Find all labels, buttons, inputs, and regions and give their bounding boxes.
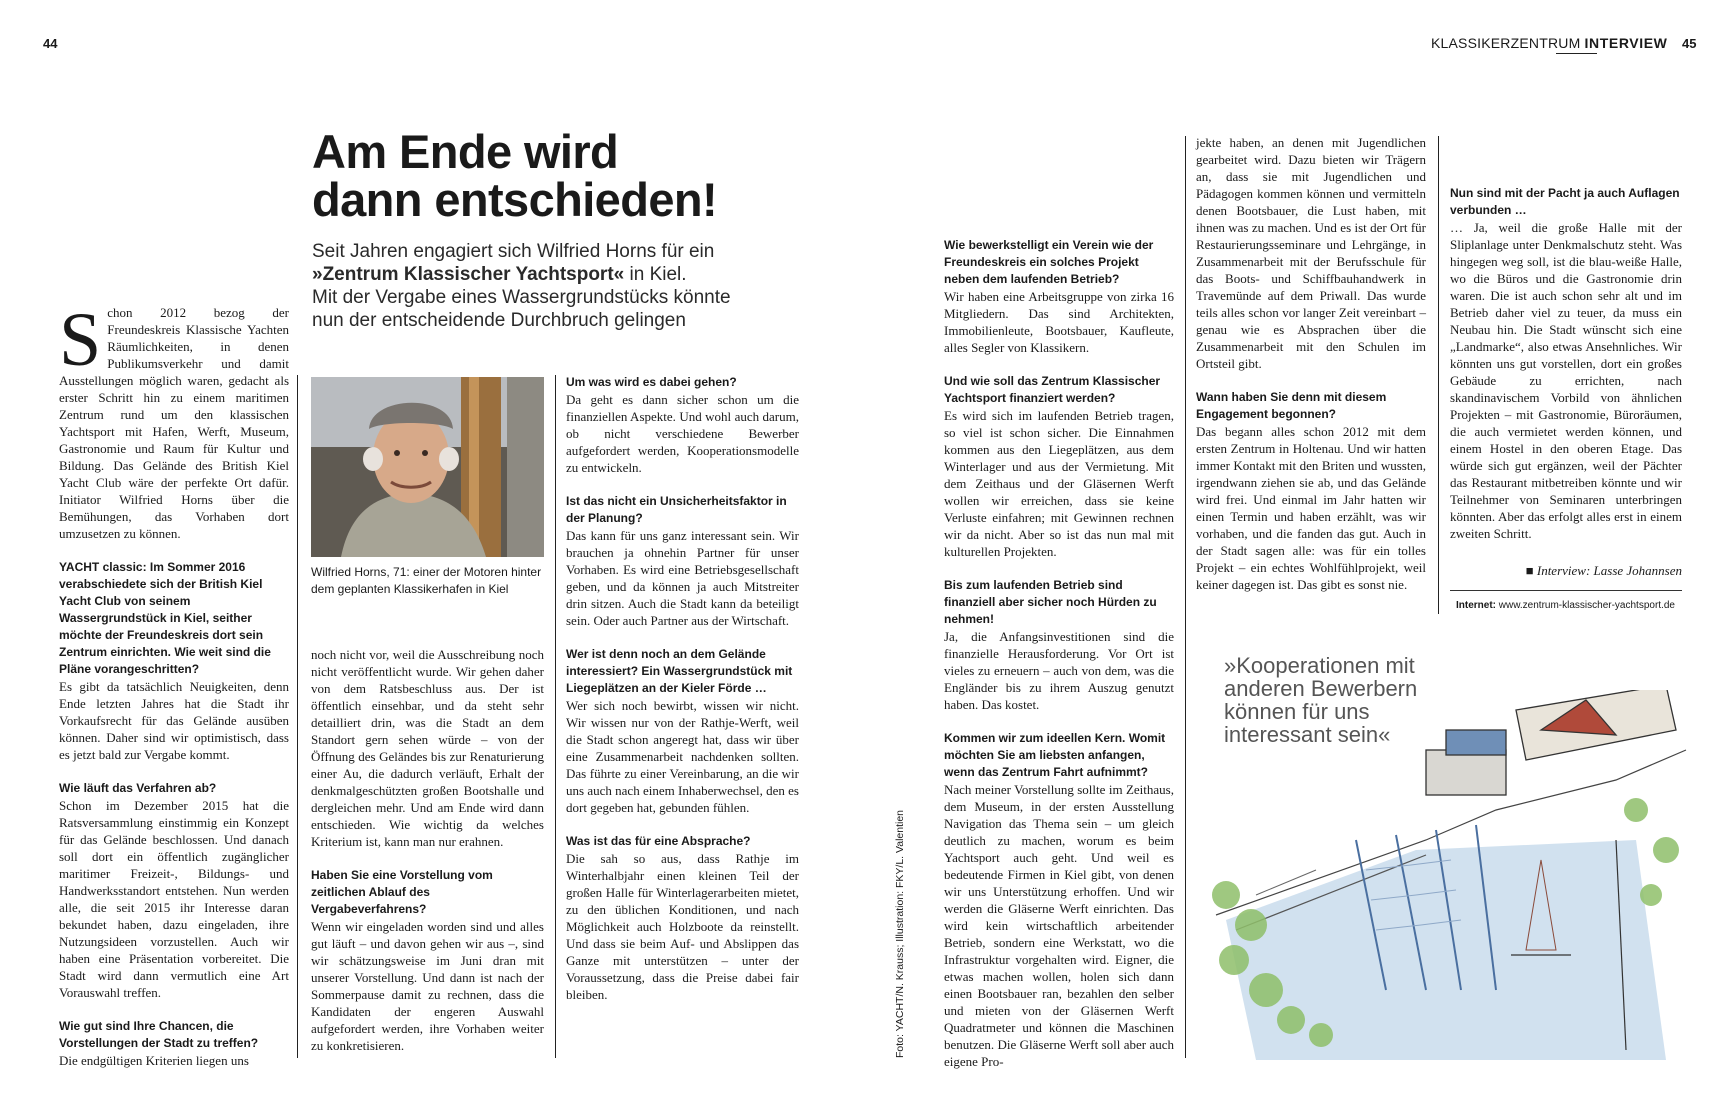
page-number-left: 44 <box>43 36 58 51</box>
answer: Wir haben eine Arbeitsgruppe von zirka 16 Mitgliedern. Das sind Architekten, Immobilienleute, Bootsbauer, Kaufleute, alles Segler von Klassikern. <box>944 289 1174 355</box>
author-line <box>1450 563 1682 579</box>
answer: Es gibt da tatsächlich Neuigkeiten, denn Ende letzten Jahres hat die Stadt ihr Vorkaufsrecht für das Gelände ausüben können. Daher sind wir optimistisch, dass es jetzt bald zur Vergabe kommt. <box>59 679 289 762</box>
site-plan-sketch <box>1196 690 1696 1060</box>
pull-quote-line: »Kooperationen mit <box>1224 653 1415 678</box>
author-name: Interview: Lasse Johannsen <box>1536 563 1682 578</box>
answer: noch nicht vor, weil die Ausschreibung noch nicht veröffentlicht wurde. Wir gehen daher von dem Ratsbeschluss aus. Der ist öffentlich einsehbar, und da steht sehr detailliert drin, was die Stadt an dem Standort gern sehen würde – von der Öffnung des Geländes bis zur Renaturierung einer Au, die dadurch verläuft, Erhalt der denkmalgeschützten großen Bootshalle und dergleichen mehr. Und am Ende wird dann entschieden. Wie wichtig da welches Kriterium ist, kann man nur erahnen. <box>311 647 544 849</box>
deck-location: in Kiel. <box>624 264 687 285</box>
author-rule <box>1450 590 1682 591</box>
deck <box>312 240 832 332</box>
question: Was ist das für eine Absprache? <box>566 834 751 848</box>
column-2 <box>311 646 544 1054</box>
question: Um was wird es dabei gehen? <box>566 375 737 389</box>
intro-text: chon 2012 bezog der Freundeskreis Klassische Yachten Räumlichkeiten, in denen Publikumsverkehr und damit Ausstellungen möglich waren, gedacht als erster Schritt hin zu einem maritimen Zentrum rund um den klassischen Yachtsport mit Hafen, Werft, Museum, Gastronomie und Raum für Kultur und Bildung. Das Gelände des British Kiel Yacht Club wäre der perfekte Ort dafür. Initiator Wilfried Horns über die Bemühungen, das Vorhaben dort umzusetzen zu können. <box>59 305 289 541</box>
question: Wie läuft das Verfahren ab? <box>59 781 217 795</box>
answer: … Ja, weil die große Halle mit der Sliplanlage unter Denkmalschutz steht. Was hingegen weg soll, ist die blau-weiße Halle, wo die Büros und die Gastronomie drin waren. Die ist auch schon sehr alt und im Betrieb daher viel zu teuer, da muss ein Neubau hin. Die Stadt wünscht sich eine „Landmarke“, also etwas Ansehnliches. Wir könnten uns gut vorstellen, dort ein großes Gebäude zu errichten, nach skandinavischem Vorbild von ähnlichen Projekten – mit Gastronomie, Büroräumen, die auch vermietet werden können, und einem Hostel in den oberen Etage. Das würde sich gut ergänzen, weil der Pächter das Restaurant mitbetreiben könnte und wir Teilnehmer von Seminaren unterbringen könnten. Aber das erfolgt alles erst in einem zweiten Schritt. <box>1450 220 1682 541</box>
deck-line-4: nun der entscheidende Durchbruch gelingen <box>312 310 686 331</box>
answer: jekte haben, an denen mit Jugendlichen gearbeitet wird. Dazu bieten wir Trägern an, dass sie mit Jugendlichen und Pädagogen kommen können und vermitteln denen Bootsbauer, die Lust haben, mit ihnen was zu machen. Und es ist der Ort für Restaurierungsseminare und Lehrgänge, in Zusammenarbeit mit der Berufsschule für das Boots- und Schiffbauhandwerk in Travemünde auf dem Priwall. Das wurde teils alles schon vor langer Zeit vereinbart – genau wie es Absprachen über die Zusammenarbeit mit den Schulen im Ortsteil gibt. <box>1196 135 1426 371</box>
running-header <box>1431 35 1667 51</box>
answer: Das begann alles schon 2012 mit dem ersten Zentrum in Holtenau. Und wir hatten immer Kontakt mit den Briten und wussten, irgendwann ziehen sie ab, und das Gelände wird frei. Und einmal im Jahr hatten wir einen Termin und haben erzählt, was wir vorhaben, und die fanden das gut. Auch in der Stadt sagen alle: was für ein tolles Projekt – ein echtes Wohlfühlprojekt, weil keiner dagegen ist. Das gibt es sonst nie. <box>1196 424 1426 592</box>
photo-credit: Foto: YACHT/N. Krauss; Illustration: FKY/L. Valentien <box>894 809 906 1058</box>
answer: Das kann für uns ganz interessant sein. Wir brauchen ja ohnehin Partner für unser Vorhaben. Es wird eine Betriebsgesellschaft geben, und da können ja auch Mitstreiter drin sitzen. Auch die Stadt kann da beteiligt sein. Oder auch Partner aus der Wirtschaft. <box>566 528 799 628</box>
question: Bis zum laufenden Betrieb sind finanziell aber sicher noch Hürden zu nehmen! <box>944 578 1157 626</box>
sketch-drawing <box>1196 690 1696 1060</box>
answer: Wenn wir eingeladen worden sind und alles gut läuft – und davon gehen wir aus –, sind wir schätzungsweise im Juni dran mit unserer Vorstellung. Und dann ist nach der Sommerpause damit zu rechnen, dass die Kandidaten der engeren Auswahl aufgefordert werden, ihre Vorhaben weiter zu konkretisieren. <box>311 919 544 1053</box>
web-link[interactable]: www.zentrum-klassischer-yachtsport.de <box>1498 600 1675 611</box>
answer: Da geht es dann sicher schon um die finanziellen Aspekte. Und wohl auch darum, ob nicht verschiedene Bewerber aufgefordert werden, Kooperationsmodelle zu entwickeln. <box>566 392 799 475</box>
headline-line-2: dann entschieden! <box>312 173 718 226</box>
portrait-photo <box>311 377 544 557</box>
pull-quote-line: können für uns <box>1224 699 1370 724</box>
column-rule <box>297 375 298 1058</box>
deck-line-3: Mit der Vergabe eines Wassergrundstücks könnte <box>312 287 731 308</box>
answer: Schon im Dezember 2015 hat die Ratsversammlung einstimmig ein Konzept für das Gelände beschlossen. Und danach soll dort ein öffentlich zugänglicher maritimer Freizeit-, Bildungs- und Handwerksstandort entstehen. Nun werden alle, die seit 2015 ihr Interesse daran bekundet haben, dazu eingeladen, ihre Nutzungsideen vorzustellen. Auch wir haben eine Präsentation vorbereitet. Die Stadt wird dann vermutlich eine Art Vorauswahl treffen. <box>59 798 289 1000</box>
answer: Wer sich noch bewirbt, wissen wir nicht. Wir wissen nur von der Rathje-Werft, weil die Stadt schon angeregt hat, dass wir über eine Zusammenarbeit nachdenken sollten. Das führte zu einer Vereinbarung, an die wir uns auch nach einem Inhaberwechsel, den es dort gegeben hat, gebunden fühlen. <box>566 698 799 815</box>
deck-emphasis: »Zentrum Klassischer Yachtsport« <box>312 264 625 285</box>
column-6 <box>1450 185 1682 542</box>
column-rule <box>1438 136 1439 614</box>
question: Wer ist denn noch an dem Gelände interessiert? Ein Wassergrundstück mit Liegeplätzen an der Kieler Förde … <box>566 647 793 695</box>
column-5 <box>1196 134 1426 593</box>
column-rule <box>1185 136 1186 1058</box>
web-label: Internet: <box>1456 600 1496 611</box>
portrait-illustration <box>311 377 544 557</box>
answer: Die sah so aus, dass Rathje im Winterhalbjahr einen kleinen Teil der großen Halle für Winterlagerarbeiten mietet, zu den üblichen Konditionen, und nach Möglichkeit auch Holzboote da reinstellt. Und dass sie beim Auf- und Abslippen das Ganze mit unterstützen – unter der Voraussetzung, dass die Preise dabei fair bleiben. <box>566 851 799 1002</box>
pull-quote-line: interessant sein« <box>1224 722 1391 747</box>
question: Wann haben Sie denn mit diesem Engagement begonnen? <box>1196 390 1387 421</box>
question: YACHT classic: Im Sommer 2016 verabschiedete sich der British Kiel Yacht Club von seinem Wassergrundstück in Kiel, seither möchte der Freundeskreis dort sein Zentrum einrichten. Wie weit sind die Pläne vorangeschritten? <box>59 560 271 676</box>
intro-paragraph <box>59 298 289 542</box>
answer: Die endgültigen Kriterien liegen uns <box>59 1053 249 1068</box>
question: Kommen wir zum ideellen Kern. Womit möchten Sie am liebsten anfangen, wenn das Zentrum Fahrt aufnimmt? <box>944 731 1166 779</box>
section-label: KLASSIKERZENTRUM <box>1431 35 1581 51</box>
drop-cap: S <box>59 298 102 382</box>
question: Ist das nicht ein Unsicherheitsfaktor in der Planung? <box>566 494 787 525</box>
answer: Es wird sich im laufenden Betrieb tragen, so viel ist schon sicher. Die Einnahmen kommen aus den Liegeplätzen, aus dem Winterlager und aus der Vermietung. Mit dem Zeithaus und der Gläsernen Werft wollen wir erreichen, dass sie keine Verluste einfahren; mit Gewinnen rechnen wir da nicht. Aber so ist das nun mal mit kulturellen Projekten. <box>944 408 1174 559</box>
web-reference <box>1456 600 1675 611</box>
header-underline <box>1556 53 1597 54</box>
answer: Ja, die Anfangsinvestitionen sind die finanzielle Herausforderung. Vor Ort ist vieles zu erneuern – auch von dem, was die Engländer bis zu ihrem Auszug genutzt haben. Das kostet. <box>944 629 1174 712</box>
pull-quote-line: anderen Bewerbern <box>1224 676 1418 701</box>
column-4 <box>944 237 1174 1070</box>
author-marker: ■ <box>1525 563 1537 578</box>
page-number-right: 45 <box>1682 36 1697 51</box>
deck-line-2 <box>312 263 832 286</box>
answer: Nach meiner Vorstellung sollte im Zeithaus, dem Museum, in der ersten Ausstellung Navigation das Thema sein – um gleich deutlich zu machen, worum es beim Yachtsport auch geht. Und weil es bedeutende Firmen in Kiel gibt, von denen wir uns Unterstützung erhoffen. Und wir werden die Gläserne Werft einrichten. Das wird kein wirtschaftlich arbeitender Betrieb, sondern eine Werkstatt, wo die Infrastruktur vorgehalten wird. Eigner, die etwas machen wollen, holen sich dann einen Bootsbauer ran, bezahlen den selber und mieten von der Gläsernen Werft Quadratmeter und können die Maschinen benutzen. Die Gläserne Werft soll aber auch eigene Pro- <box>944 782 1174 1069</box>
column-rule <box>555 375 556 1058</box>
question: Und wie soll das Zentrum Klassischer Yachtsport finanziert werden? <box>944 374 1161 405</box>
column-1 <box>59 298 289 1069</box>
headline-line-1: Am Ende wird <box>312 125 619 178</box>
question: Haben Sie eine Vorstellung vom zeitlichen Ablauf des Vergabeverfahrens? <box>311 868 493 916</box>
deck-line-1: Seit Jahren engagiert sich Wilfried Horns für ein <box>312 241 715 262</box>
question: Nun sind mit der Pacht ja auch Auflagen verbunden … <box>1450 186 1680 217</box>
photo-caption: Wilfried Horns, 71: einer der Motoren hinter dem geplanten Klassikerhafen in Kiel <box>311 565 542 596</box>
subsection-label: INTERVIEW <box>1584 35 1668 51</box>
headline <box>312 125 872 226</box>
question: Wie bewerkstelligt ein Verein wie der Freundeskreis ein solches Projekt neben dem laufenden Betrieb? <box>944 238 1154 286</box>
column-3 <box>566 374 799 1003</box>
question: Wie gut sind Ihre Chancen, die Vorstellungen der Stadt zu treffen? <box>59 1019 259 1050</box>
